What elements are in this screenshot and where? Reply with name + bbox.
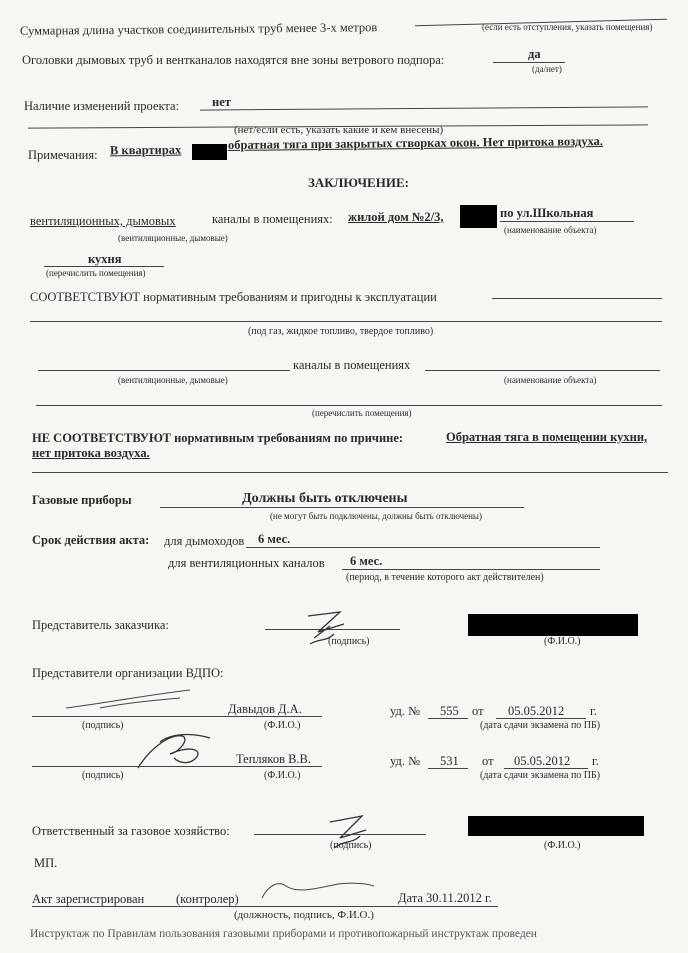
vdpo-label: Представители организации ВДПО: xyxy=(32,666,224,680)
validity-vent-value: 6 мес. xyxy=(350,554,383,568)
rep2-cert-label: уд. № xyxy=(390,754,420,768)
fuel-line xyxy=(30,321,662,322)
validity-label: Срок действия акта: xyxy=(32,533,150,547)
object-name-line xyxy=(500,221,634,222)
noncomply-line xyxy=(32,472,668,473)
validity-chimney-line xyxy=(246,547,600,548)
conclusion-title: ЗАКЛЮЧЕНИЕ: xyxy=(308,175,409,190)
notes-value-a: В квартирах xyxy=(109,142,182,158)
rep2-exam-hint: (дата сдачи экзамена по ПБ) xyxy=(480,770,601,781)
comply-text: СООТВЕТСТВУЮТ нормативным требованиям и пригодны к эксплуатации xyxy=(30,290,437,304)
rooms-hint: (перечислить помещения) xyxy=(46,268,146,278)
object-name-a: жилой дом №2/3, xyxy=(348,210,444,224)
pipe-length-label: Суммарная длина участков соединительных труб менее 3-х метров xyxy=(19,20,378,38)
registered-label: Акт зарегистрирован xyxy=(32,892,145,906)
registered-date: Дата 30.11.2012 г. xyxy=(398,891,492,905)
gas-appliances-value: Должны быть отключены xyxy=(242,491,408,506)
rep1-cert-label: уд. № xyxy=(390,704,420,718)
stamp-place: МП. xyxy=(34,856,58,870)
rep2-from: от xyxy=(482,754,494,768)
rooms2-hint: (перечислить помещения) xyxy=(312,408,412,418)
pipe-length-hint: (если есть отступления, указать помещения) xyxy=(482,22,653,32)
noncomply-value-b: нет притока воздуха. xyxy=(32,446,150,460)
project-changes-value: нет xyxy=(212,95,231,109)
validity-hint: (период, в течение которого акт действителен) xyxy=(346,572,544,583)
channels2-type-hint: (вентиляционные, дымовые) xyxy=(118,375,228,385)
channels2-label: каналы в помещениях xyxy=(293,358,411,372)
rep1-cert-no: 555 xyxy=(440,704,459,718)
rooms-line xyxy=(44,266,164,267)
rep1-name: Давыдов Д.А. xyxy=(228,702,302,716)
redaction-gas-responsible xyxy=(468,816,644,836)
rep2-date: 05.05.2012 xyxy=(514,754,571,768)
channels2-object-line xyxy=(425,370,660,371)
redaction-apartment xyxy=(192,144,227,160)
channels-in-rooms-label: каналы в помещениях: xyxy=(212,212,333,226)
channels-type-hint: (вентиляционные, дымовые) xyxy=(118,233,228,243)
notes-value-b: обратная тяга при закрытых створках окон. Нет притока воздуха. xyxy=(227,134,604,152)
validity-chimney-label: для дымоходов xyxy=(164,534,245,548)
wind-zone-line xyxy=(493,62,565,63)
customer-label: Представитель заказчика: xyxy=(32,618,169,632)
object-name-b: по ул.Школьная xyxy=(500,206,594,220)
validity-vent-line xyxy=(342,569,600,570)
wind-zone-label: Оголовки дымовых труб и вентканалов находятся вне зоны ветрового подпора: xyxy=(22,53,445,67)
rooms2-line xyxy=(36,405,662,406)
noncomply-value-a: Обратная тяга в помещении кухни, xyxy=(446,430,648,444)
instruction-text: Инструктаж по Правилам пользования газовыми приборами и противопожарный инструктаж проведен xyxy=(30,928,537,940)
gas-responsible-fio-hint: (Ф.И.О.) xyxy=(544,840,581,851)
rep2-sign-hint: (подпись) xyxy=(82,770,124,781)
rep1-date-line xyxy=(496,718,586,719)
project-changes-label: Наличие изменений проекта: xyxy=(24,99,180,113)
wind-zone-value: да xyxy=(528,47,541,61)
gas-responsible-label: Ответственный за газовое хозяйство: xyxy=(32,824,230,838)
redaction-customer-name xyxy=(468,614,638,636)
rep2-name: Тепляков В.В. xyxy=(236,752,312,766)
gas-appliances-line xyxy=(160,507,524,508)
gas-responsible-sign-hint: (подпись) xyxy=(330,840,372,851)
registered-line xyxy=(32,906,498,907)
registered-hint: (должность, подпись, Ф.И.О.) xyxy=(234,909,374,921)
rep1-exam-hint: (дата сдачи экзамена по ПБ) xyxy=(480,720,601,731)
rooms-value: кухня xyxy=(88,252,122,266)
object-name-hint: (наименование объекта) xyxy=(504,225,597,235)
rep1-sign-hint: (подпись) xyxy=(82,720,124,731)
rep1-cert-line xyxy=(428,718,468,719)
registered-signature xyxy=(258,876,378,906)
rep1-date: 05.05.2012 xyxy=(508,704,565,718)
gas-appliances-hint: (не могут быть подключены, должны быть отключены) xyxy=(270,511,482,521)
rep1-signature xyxy=(60,686,200,716)
project-changes-hint: (нет/если есть, указать какие и кем внесены) xyxy=(234,124,444,136)
wind-zone-hint: (да/нет) xyxy=(532,64,562,74)
comply-line xyxy=(492,298,662,299)
rep1-fio-hint: (Ф.И.О.) xyxy=(264,720,301,731)
rep1-from: от xyxy=(472,704,484,718)
validity-vent-label: для вентиляционных каналов xyxy=(168,556,325,570)
rep2-date-line xyxy=(504,768,588,769)
registered-role: (контролер) xyxy=(176,892,239,906)
notes-label: Примечания: xyxy=(28,148,98,162)
customer-fio-hint: (Ф.И.О.) xyxy=(544,636,581,647)
rep2-cert-line xyxy=(428,768,468,769)
rep1-year: г. xyxy=(590,704,597,718)
redaction-object xyxy=(460,205,497,228)
validity-chimney-value: 6 мес. xyxy=(258,532,291,546)
channels-type: вентиляционных, дымовых xyxy=(30,214,176,228)
channels2-object-hint: (наименование объекта) xyxy=(504,375,597,385)
rep2-cert-no: 531 xyxy=(440,754,459,768)
customer-sign-hint: (подпись) xyxy=(328,636,370,647)
noncomply-label: НЕ СООТВЕТСТВУЮТ нормативным требованиям по причине: xyxy=(32,431,404,445)
project-changes-line xyxy=(200,106,648,110)
rep2-fio-hint: (Ф.И.О.) xyxy=(264,770,301,781)
channels2-type-line xyxy=(38,370,290,371)
rep2-year: г. xyxy=(592,754,599,768)
fuel-hint: (под газ, жидкое топливо, твердое топливо) xyxy=(248,326,434,337)
gas-appliances-label: Газовые приборы xyxy=(32,493,132,507)
